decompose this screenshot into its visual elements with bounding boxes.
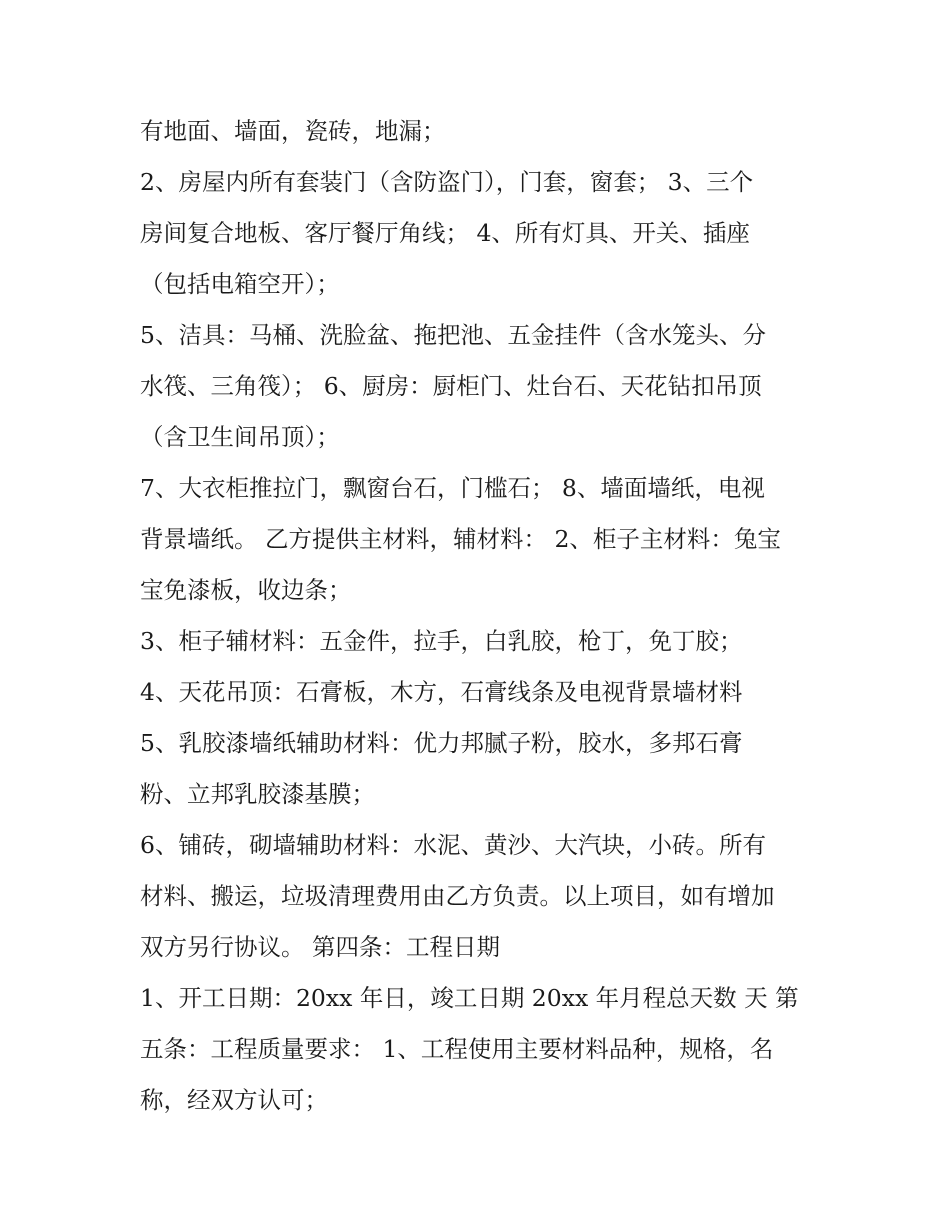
text-line: 7、大衣柜推拉门，飘窗台石，门槛石； 8、墙面墙纸，电视 — [140, 474, 765, 502]
text-line: 1、开工日期：20xx 年日，竣工日期 20xx 年月程总天数 天 第 — [140, 984, 799, 1012]
text-line: 背景墙纸。 乙方提供主材料，辅材料： 2、柜子主材料：兔宝 — [140, 525, 781, 553]
text-line: 5、洁具：马桶、洗脸盆、拖把池、五金挂件（含水笼头、分 — [140, 321, 766, 349]
text-line: 五条：工程质量要求： 1、工程使用主要材料品种，规格，名 — [140, 1035, 774, 1063]
text-line: （包括电箱空开）； — [140, 270, 340, 298]
text-line: 称，经双方认可； — [140, 1086, 328, 1114]
text-line: 5、乳胶漆墙纸辅助材料：优力邦腻子粉，胶水，多邦石膏 — [140, 729, 743, 757]
text-line: 水筏、三角筏）； 6、厨房：厨柜门、灶台石、天花钻扣吊顶 — [140, 372, 762, 400]
text-line: 房间复合地板、客厅餐厅角线； 4、所有灯具、开关、插座 — [140, 219, 750, 247]
text-line: （含卫生间吊顶）； — [140, 423, 340, 451]
text-line: 6、铺砖，砌墙辅助材料：水泥、黄沙、大汽块，小砖。所有 — [140, 831, 766, 859]
text-line: 材料、搬运，垃圾清理费用由乙方负责。以上项目，如有增加 — [140, 882, 775, 910]
text-line: 有地面、墙面，瓷砖，地漏； — [140, 117, 446, 145]
text-line: 粉、立邦乳胶漆基膜； — [140, 780, 375, 808]
text-line: 3、柜子辅材料：五金件，拉手，白乳胶，枪丁，免丁胶； — [140, 627, 743, 655]
text-line: 2、房屋内所有套装门（含防盗门），门套，窗套； 3、三个 — [140, 168, 754, 196]
text-line: 宝免漆板，收边条； — [140, 576, 352, 604]
text-line: 双方另行协议。 第四条：工程日期 — [140, 933, 500, 961]
text-line: 4、天花吊顶：石膏板，木方，石膏线条及电视背景墙材料 — [140, 678, 743, 706]
document-body — [140, 106, 830, 1126]
